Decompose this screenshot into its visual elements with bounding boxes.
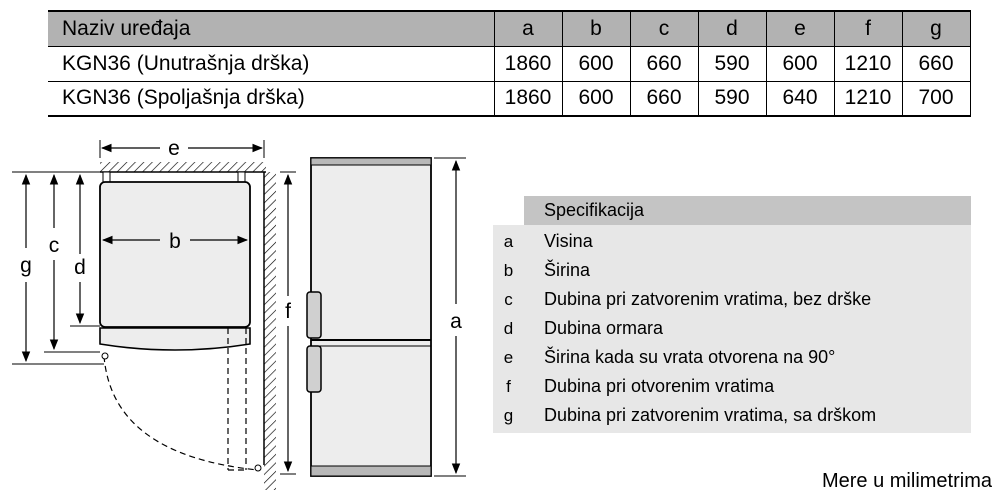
cell-f: 1210 <box>834 46 902 81</box>
legend-text: Dubina pri zatvorenim vratima, bez drške <box>544 289 872 309</box>
front-view <box>307 158 466 476</box>
legend-text: Širina <box>544 260 591 280</box>
cell-g: 700 <box>902 81 970 116</box>
dimension-label-d: d <box>74 256 86 279</box>
dimension-label-f: f <box>285 300 291 323</box>
model-name: KGN36 (Spoljašnja drška) <box>48 81 494 116</box>
legend-item <box>493 314 971 343</box>
dimension-label-e: e <box>168 137 180 160</box>
wall-top <box>100 162 266 172</box>
legend-key: a <box>503 231 514 251</box>
dimension-label-c: c <box>48 234 60 257</box>
legend-text: Širina kada su vrata otvorena na 90° <box>544 347 836 367</box>
model-name: KGN36 (Unutrašnja drška) <box>48 46 494 81</box>
dimension-label-b: b <box>169 230 181 253</box>
column-header-d: d <box>698 11 766 46</box>
legend-text: Dubina pri zatvorenim vratima, sa drškom <box>544 405 877 425</box>
cell-g: 660 <box>902 46 970 81</box>
column-header-a: a <box>494 11 562 46</box>
legend-title: Specifikacija <box>524 196 971 225</box>
legend-item <box>493 372 971 401</box>
legend-item <box>493 227 971 256</box>
cell-c: 660 <box>630 81 698 116</box>
column-header-e: e <box>766 11 834 46</box>
units-note: Mere u milimetrima <box>821 470 992 492</box>
legend-text: Dubina ormara <box>544 318 664 338</box>
legend-key: d <box>503 318 514 338</box>
legend-text: Visina <box>544 231 593 251</box>
door-swing-arc <box>104 356 258 470</box>
cell-b: 600 <box>562 81 630 116</box>
legend-item <box>493 256 971 285</box>
cell-a: 1860 <box>494 46 562 81</box>
column-header-c: c <box>630 11 698 46</box>
column-header-g: g <box>902 11 970 46</box>
legend-item <box>493 343 971 372</box>
legend-key: b <box>503 260 514 280</box>
dimension-label-g: g <box>20 254 32 277</box>
dimension-label-a: a <box>450 310 462 333</box>
fridge-body-top-view <box>100 182 250 327</box>
cell-e: 600 <box>766 46 834 81</box>
lower-door-handle <box>307 346 321 392</box>
cell-a: 1860 <box>494 81 562 116</box>
legend-key: e <box>503 347 514 367</box>
wall-right <box>264 172 276 490</box>
fridge-body-front-view <box>311 158 431 476</box>
column-header-f: f <box>834 11 902 46</box>
top-view <box>12 137 296 490</box>
legend-item <box>493 285 971 314</box>
legend-key: c <box>504 289 513 309</box>
column-header-name: Naziv uređaja <box>48 11 494 46</box>
specification-legend <box>493 196 971 433</box>
cell-c: 660 <box>630 46 698 81</box>
column-header-b: b <box>562 11 630 46</box>
cell-b: 600 <box>562 46 630 81</box>
cell-e: 640 <box>766 81 834 116</box>
legend-key: g <box>503 405 514 425</box>
cell-d: 590 <box>698 46 766 81</box>
legend-text: Dubina pri otvorenim vratima <box>544 376 775 396</box>
fridge-door-open <box>228 328 246 470</box>
upper-door-handle <box>307 292 321 338</box>
legend-body <box>493 225 971 433</box>
cell-f: 1210 <box>834 81 902 116</box>
legend-item <box>493 401 971 430</box>
legend-key: f <box>506 376 511 396</box>
cell-d: 590 <box>698 81 766 116</box>
